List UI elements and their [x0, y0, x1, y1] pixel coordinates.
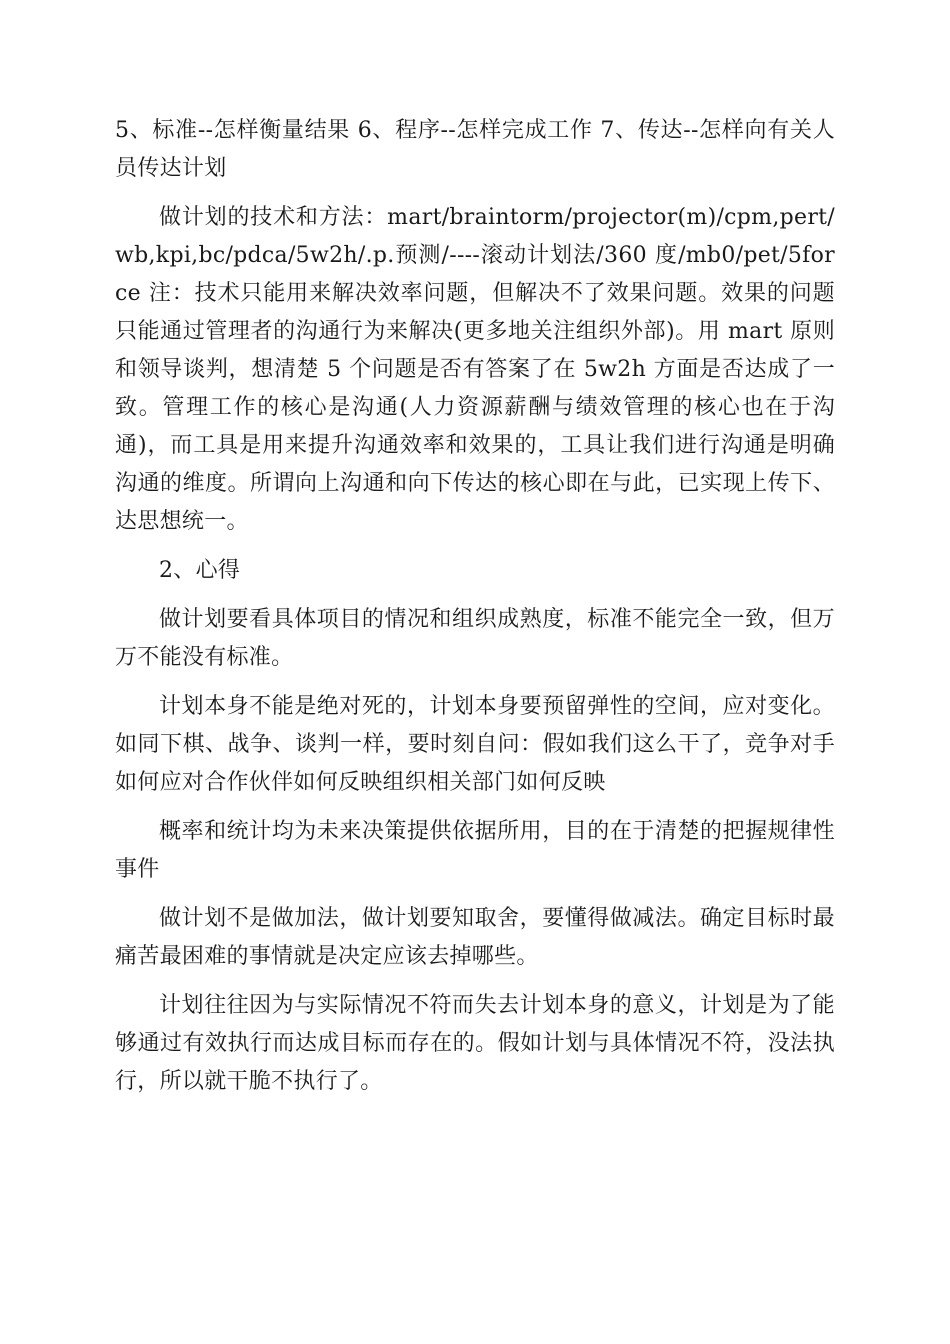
section-heading-insights: 2、心得 [159, 558, 241, 583]
paragraph-probability-statistics: 概率和统计均为未来决策提供依据所用，目的在于清楚的把握规律性事件 [115, 819, 835, 882]
paragraph-standards-procedures: 5、标准--怎样衡量结果 6、程序--怎样完成工作 7、传达--怎样向有关人员传达计划 [115, 118, 835, 181]
paragraph-plan-execution: 计划往往因为与实际情况不符而失去计划本身的意义，计划是为了能够通过有效执行而达成目标而存在的。假如计划与具体情况不符，没法执行，所以就干脆不执行了。 [115, 993, 835, 1094]
paragraph-subtraction: 做计划不是做加法，做计划要知取舍，要懂得做减法。确定目标时最痛苦最困难的事情就是决定应该去掉哪些。 [115, 906, 835, 969]
paragraph-project-maturity: 做计划要看具体项目的情况和组织成熟度，标准不能完全一致，但万万不能没有标准。 [115, 607, 835, 670]
document-body [115, 112, 835, 1112]
paragraph-plan-flexibility: 计划本身不能是绝对死的，计划本身要预留弹性的空间，应对变化。如同下棋、战争、谈判一样，要时刻自问：假如我们这么干了，竞争对手如何应对合作伙伴如何反映组织相关部门如何反映 [115, 694, 835, 795]
paragraph-planning-techniques: 做计划的技术和方法：mart/braintorm/projector(m)/cpm,pert/wb,kpi,bc/pdca/5w2h/.p.预测/----滚动计划法/360 度/mb0/pet/5force 注：技术只能用来解决效率问题，但解决不了效果问题。效果的问题只能通过管理者的沟通行为来解决(更多地关注组织外部)。用 mart 原则和领导谈判，想清楚 5 个问题是否有答案了在 5w2h 方面是否达成了一致。管理工作的核心是沟通(人力资源薪酬与绩效管理的核心也在于沟通)，而工具是用来提升沟通效率和效果的，工具让我们进行沟通是明确沟通的维度。所谓向上沟通和向下传达的核心即在与此，已实现上传下、达思想统一。 [115, 205, 835, 534]
